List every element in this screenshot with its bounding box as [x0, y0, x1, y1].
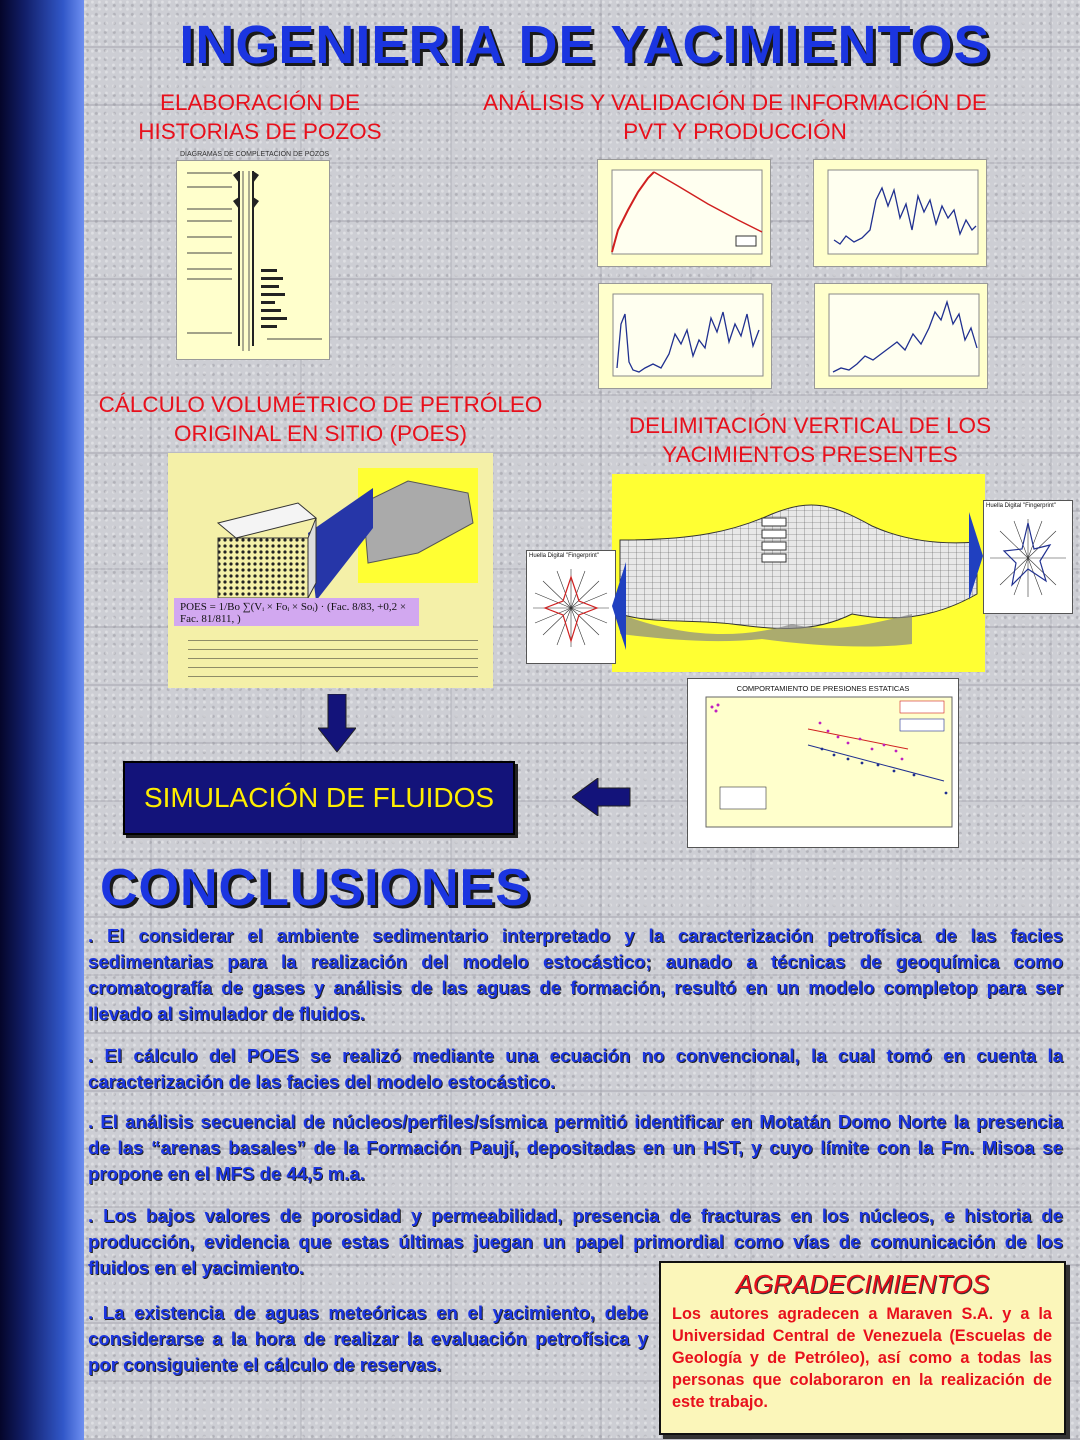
well-completion-diagram — [176, 160, 330, 360]
pressure-chart-graphic — [688, 679, 958, 847]
down-arrow-icon — [318, 694, 356, 754]
fingerprint-right-label: Huella Digital "Fingerprint" — [986, 503, 1056, 509]
production-graphic-1 — [814, 160, 986, 266]
simulation-box — [123, 761, 515, 835]
structural-model-graphic — [612, 474, 985, 672]
heading-poes: CÁLCULO VOLUMÉTRICO DE PETRÓLEO ORIGINAL EN SITIO (POES) — [98, 392, 543, 446]
fingerprint-left — [526, 550, 616, 664]
pvt-curve-graphic — [598, 160, 770, 266]
conclusion-1: . El considerar el ambiente sedimentario interpretado y la caracterización petrofísica de las facies sedimentarias para la realización del modelo estocástico; aunado a técnicas de geoquímica como cromatografía de gases y análisis de las aguas de formación, resultó en un modelo completop para ser llevado al simulador de fluidos. — [88, 925, 1063, 1024]
poes-panel — [168, 453, 493, 688]
production-chart-2 — [598, 283, 772, 389]
heading-historias: ELABORACIÓN DE HISTORIAS DE POZOS — [138, 90, 382, 144]
page-title: INGENIERIA DE YACIMIENTOS — [179, 15, 991, 75]
well-diagram-title: DIAGRAMAS DE COMPLETACION DE POZOS — [180, 151, 330, 158]
heading-delimitacion: DELIMITACIÓN VERTICAL DE LOS YACIMIENTOS PRESENTES — [628, 413, 992, 467]
well-diagram-graphic — [177, 161, 329, 359]
conclusion-4: . Los bajos valores de porosidad y permeabilidad, presencia de fracturas en los núcleos, e historia de producción, evidencia que estas últimas juegan un papel primordial como vías de comunicación de los fluidos en el yacimiento. — [88, 1205, 1063, 1278]
left-arrow-icon — [572, 778, 632, 816]
fingerprint-right-connector — [969, 512, 983, 600]
pressure-chart — [687, 678, 959, 848]
simulation-label: SIMULACIÓN DE FLUIDOS — [143, 782, 495, 813]
delimitation-panel — [612, 474, 985, 672]
fingerprint-left-graphic — [527, 551, 615, 663]
conclusion-2: . El cálculo del POES se realizó mediante una ecuación no convencional, la cual tomó en cuenta la caracterización de las facies del modelo estocástico. — [88, 1045, 1063, 1092]
conclusion-5: . La existencia de aguas meteóricas en el yacimiento, debe considerarse a la hora de realizar la evaluación petrofísica y por consiguiente el cálculo de reservas. — [88, 1302, 648, 1375]
acknowledgements-text: Los autores agradecen a Maraven S.A. y a la Universidad Central de Venezuela (Escuelas de Geología y de Petróleo), así como a todas las personas que colaboraron en la realización de este trabajo. — [672, 1305, 1052, 1411]
production-graphic-3 — [815, 284, 987, 388]
heading-pvt: ANÁLISIS Y VALIDACIÓN DE INFORMACIÓN DE PVT Y PRODUCCIÓN — [483, 90, 987, 144]
production-chart-3 — [814, 283, 988, 389]
fingerprint-left-label: Huella Digital "Fingerprint" — [529, 553, 599, 559]
acknowledgements-box — [659, 1261, 1066, 1435]
conclusions-title: CONCLUSIONES — [100, 859, 531, 917]
conclusion-3: . El análisis secuencial de núcleos/perfiles/sísmica permitió identificar en Motatán Domo Norte la presencia de las “arenas basales” de la Formación Paují, depositadas en un HST, y cuyo límite con la Fm. Misoa se propone en el MFS de 44,5 m.a. — [88, 1111, 1063, 1184]
pressure-chart-title: COMPORTAMIENTO DE PRESIONES ESTATICAS — [736, 684, 910, 693]
fingerprint-left-connector — [612, 562, 626, 650]
production-chart-1 — [813, 159, 987, 267]
left-gradient-bar — [0, 0, 84, 1440]
poes-formula: POES = 1/Bo ∑(Vᵢ × Foᵢ × Soᵢ) · (Fac. 8/83, +0,2 × Fac. 81/811, ) — [180, 601, 407, 625]
fingerprint-right — [983, 500, 1073, 614]
fingerprint-right-graphic — [984, 501, 1072, 613]
acknowledgements-title: AGRADECIMIENTOS — [735, 1269, 990, 1299]
pvt-chart-1 — [597, 159, 771, 267]
production-graphic-2 — [599, 284, 771, 388]
poes-legend-text — [188, 635, 478, 681]
